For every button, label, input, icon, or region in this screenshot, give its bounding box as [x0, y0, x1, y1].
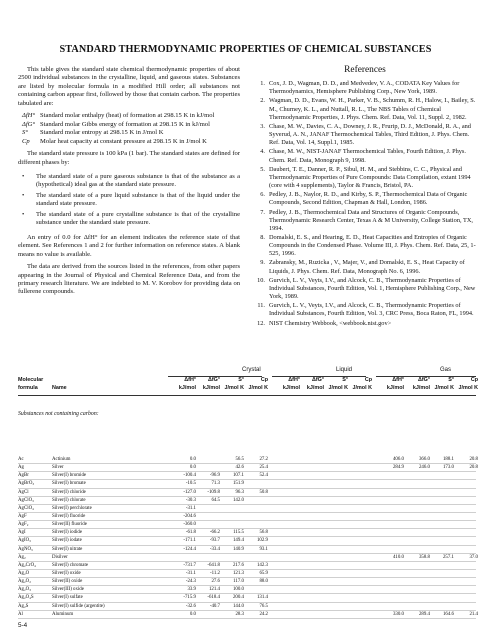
- col-formula-line2: formula: [18, 385, 38, 391]
- cell-value: -715.9: [183, 595, 196, 601]
- group-gas: Gas: [440, 367, 452, 373]
- reference-item: [254, 302, 476, 318]
- table-row: [18, 480, 476, 488]
- cell-value: 121.4: [208, 587, 220, 593]
- cell-value: 358.8: [418, 554, 430, 560]
- col-quantity: S°: [342, 377, 348, 383]
- reference-number: 4.: [260, 148, 265, 156]
- reference-text: Chase, M. W., Davies, C. A., Downey, J. R., Frurip, D. J., McDonald, R. A., and Syverud, A. N., JANAF Thermochemical Tables, Third Edition, J. Phys. Chem. Ref. Data, Vol. 14, Suppl.1, 1985.: [269, 122, 471, 147]
- cell-value: -40.7: [209, 603, 220, 609]
- cell-name: Silver(I) bromide: [52, 473, 87, 479]
- cell-value: 217.6: [232, 562, 244, 568]
- references-list: [254, 80, 476, 328]
- cell-value: -171.1: [183, 538, 196, 544]
- table-row: [18, 554, 476, 562]
- thermo-table: [18, 367, 478, 417]
- table-row: [18, 611, 476, 619]
- cell-value: 115.5: [233, 530, 244, 536]
- header-rule: [18, 395, 476, 396]
- list-item: [18, 211, 240, 228]
- cell-formula: AgIO₃: [18, 538, 31, 544]
- col-quantity: Cp: [470, 377, 478, 383]
- bullet-text: The standard state of a pure liquid substance is that of the liquid under the standard state pressure.: [36, 191, 240, 208]
- cell-formula: AgF: [18, 513, 27, 519]
- cell-name: Silver: [52, 465, 64, 471]
- cell-value: 173.0: [442, 465, 454, 471]
- col-quantity: S°: [448, 377, 454, 383]
- cell-value: 52.4: [259, 473, 268, 479]
- cell-value: 246.0: [418, 465, 430, 471]
- table-body: [18, 456, 476, 619]
- cell-value: -100.4: [183, 473, 196, 479]
- cell-value: 366.0: [418, 457, 430, 462]
- table-row: [18, 529, 476, 537]
- cell-value: 188.1: [442, 457, 454, 462]
- cell-formula: Ag₂O₂: [18, 579, 31, 585]
- reference-item: [254, 97, 476, 121]
- col-unit: J/mol K: [224, 385, 244, 391]
- table-row: [18, 537, 476, 545]
- cell-value: 144.0: [232, 603, 244, 609]
- cell-formula: AgBrO₃: [18, 481, 35, 487]
- definition-item: [22, 121, 240, 129]
- cell-name: Silver(I) nitrate: [52, 546, 83, 552]
- cell-value: -731.7: [183, 562, 196, 568]
- col-unit: J/mol K: [248, 385, 268, 391]
- cell-formula: Ag₂O₄S: [18, 595, 34, 601]
- table-row: [18, 603, 476, 611]
- cell-value: 20.8: [469, 457, 478, 462]
- definitions-list: [22, 112, 240, 146]
- col-quantity: ΔfH°: [392, 377, 404, 383]
- cell-value: -641.8: [207, 562, 220, 568]
- references-column: [254, 66, 476, 329]
- table-row: [18, 578, 476, 586]
- cell-formula: Ac: [18, 457, 24, 462]
- cell-value: 20.8: [469, 465, 478, 471]
- cell-formula: AgI: [18, 530, 26, 536]
- page-number: 5-4: [18, 622, 28, 629]
- col-quantity: ΔfG°: [311, 377, 324, 383]
- cell-value: 0.0: [189, 457, 196, 462]
- cell-value: -124.4: [183, 546, 196, 552]
- table-row: [18, 594, 476, 602]
- bullet-icon: •: [22, 191, 25, 199]
- cell-value: 142.0: [232, 497, 244, 503]
- cell-formula: Ag₂: [18, 554, 26, 560]
- table-row: [18, 456, 476, 464]
- cell-value: -24.3: [185, 579, 196, 585]
- entry-paragraph: An entry of 0.0 for ΔfH° for an element indicates the reference state of that element. See References 1 and 2 for further information on reference states. A blank means no value is available.: [18, 233, 240, 258]
- definition-text: Standard molar entropy at 298.15 K in J/mol K: [40, 129, 164, 137]
- reference-item: [254, 80, 476, 96]
- col-unit: J/mol K: [458, 385, 478, 391]
- intro-column: [18, 66, 240, 301]
- cell-value: 28.3: [235, 611, 244, 617]
- cell-value: -32.6: [185, 603, 196, 609]
- col-quantity: ΔfH°: [288, 377, 300, 383]
- reference-item: [254, 259, 476, 275]
- cell-value: -204.6: [183, 513, 196, 519]
- bullet-text: The standard state of a pure crystalline substance is that of the crystalline substance under the standard state pressure.: [36, 210, 240, 227]
- col-unit: J/mol K: [352, 385, 372, 391]
- data-source-paragraph: The data are derived from the sources listed in the references, from other papers appearing in the Journal of Physical and Chemical Reference Data, and from the primary research literature. We are indebted to M. V. Korobov for providing data on fullerene compounds.: [18, 263, 240, 296]
- reference-text: NIST Chemistry Webbook, <webbook.nist.gov>: [269, 319, 392, 327]
- cell-value: 37.0: [469, 554, 478, 560]
- reference-text: Pedley, J. B., Naylor, R. D., and Kirby, S. P., Thermochemical Data of Organic Compounds, Second Edition, Chapman & Hall, London, 1986.: [269, 191, 468, 207]
- definition-text: Standard molar Gibbs energy of formation at 298.15 K in kJ/mol: [40, 120, 210, 128]
- cell-value: 88.0: [259, 579, 268, 585]
- col-quantity: ΔfG°: [417, 377, 430, 383]
- group-liquid: Liquid: [336, 367, 353, 373]
- cell-formula: AgF₂: [18, 522, 29, 528]
- col-quantity: ΔfG°: [207, 377, 220, 383]
- cell-value: 42.6: [235, 465, 244, 471]
- reference-item: [254, 148, 476, 164]
- cell-name: Aluminum: [52, 611, 74, 617]
- cell-value: 76.5: [259, 603, 268, 609]
- definition-item: [22, 138, 240, 146]
- cell-name: Silver(I) perchlorate: [52, 505, 92, 511]
- reference-item: [254, 166, 476, 190]
- col-unit: kJ/mol: [306, 385, 324, 391]
- reference-number: 11.: [257, 302, 265, 310]
- table-row: [18, 505, 476, 513]
- cell-value: 27.2: [259, 457, 268, 462]
- col-unit: kJ/mol: [412, 385, 430, 391]
- col-unit: kJ/mol: [178, 385, 196, 391]
- reference-text: Gurvich, L. V., Veyts, I.V., and Alcock, C. B., Thermodynamic Properties of Individual Substances, Fourth Edition, Vol. 1, Hemisphere Publishing Corp., New York, 1989.: [269, 276, 476, 301]
- definition-symbol: ΔfG°: [22, 120, 36, 128]
- page-title: STANDARD THERMODYNAMIC PROPERTIES OF CHEMICAL SUBSTANCES: [59, 44, 432, 55]
- cell-value: 142.3: [256, 562, 268, 568]
- cell-value: -31.1: [185, 505, 196, 511]
- cell-value: 200.4: [232, 595, 244, 601]
- col-unit: kJ/mol: [282, 385, 300, 391]
- table-row: [18, 521, 476, 529]
- definition-item: [22, 112, 240, 120]
- cell-value: 102.9: [256, 538, 268, 544]
- definition-text: Standard molar enthalpy (heat) of formation at 298.15 K in kJ/mol: [40, 112, 215, 120]
- cell-value: 65.9: [259, 570, 268, 576]
- cell-value: 257.1: [442, 554, 454, 560]
- cell-value: -109.8: [207, 489, 220, 495]
- cell-name: Disilver: [52, 554, 68, 560]
- col-unit: kJ/mol: [202, 385, 220, 391]
- cell-formula: Ag₂O: [18, 570, 30, 576]
- cell-formula: AgCl: [18, 489, 29, 495]
- cell-value: -30.3: [185, 497, 196, 503]
- cell-formula: Ag₂CrO₄: [18, 562, 36, 568]
- cell-value: 131.4: [256, 595, 268, 601]
- cell-name: Silver(II) oxide: [52, 579, 83, 585]
- reference-text: Wagman, D. D., Evans, W. H., Parker, V. B., Schumm, R. H., Halow, I., Bailey, S. M., Churney, K. L., and Nuttall, R. L., The NBS Tables of Chemical Thermodynamic Properties, J. Phys. Chem. Ref. Data, Vol. 11, Suppl. 2, 1982.: [269, 97, 476, 121]
- group-crystal: Crystal: [242, 367, 261, 373]
- col-quantity: S°: [238, 377, 244, 383]
- intro-paragraph: This table gives the standard state chemical thermodynamic properties of about 2500 individual substances in the crystalline, liquid, and gaseous states. Substances are listed by molecular formula in a modified Hill order; all substances not containing carbon appear first, followed by those that contain carbon. The properties tabulated are:: [18, 66, 240, 107]
- cell-name: Silver(I) chromate: [52, 562, 88, 568]
- reference-number: 5.: [260, 165, 265, 173]
- table-row: [18, 489, 476, 497]
- col-name: Name: [52, 385, 67, 391]
- reference-item: [254, 320, 476, 328]
- reference-item: [254, 191, 476, 207]
- cell-value: -93.7: [209, 538, 220, 544]
- reference-item: [254, 209, 476, 233]
- cell-formula: Ag: [18, 465, 24, 471]
- list-item: [18, 173, 240, 190]
- reference-text: Chase, M. W., NIST-JANAF Thermochemical Tables, Fourth Edition, J. Phys. Chem. Ref. Data, Monograph 9, 1998.: [269, 148, 466, 164]
- cell-name: Silver(I) fluoride: [52, 513, 86, 519]
- reference-text: Cox, J. D., Wagman, D. D., and Medvedev, V. A., CODATA Key Values for Thermodynamics, Hemisphere Publishing Corp., New York, 1989.: [269, 80, 460, 96]
- reference-number: 10.: [257, 276, 265, 284]
- cell-formula: Al: [18, 611, 23, 617]
- table-row: [18, 586, 476, 594]
- bullet-icon: •: [22, 172, 25, 180]
- cell-value: -96.9: [209, 473, 220, 479]
- cell-value: -10.5: [185, 481, 196, 487]
- definition-symbol: ΔfH°: [22, 112, 36, 120]
- table-row: [18, 562, 476, 570]
- col-formula-line1: Molecular: [18, 377, 44, 383]
- cell-value: -618.4: [207, 595, 220, 601]
- col-quantity: ΔfH°: [184, 377, 196, 383]
- cell-value: 64.5: [211, 497, 220, 503]
- cell-value: 330.0: [392, 611, 404, 617]
- cell-value: 56.5: [235, 457, 244, 462]
- reference-text: Pedley, J. B., Thermochemical Data and Structures of Organic Compounds, Thermodynamic Research Center, Texas A & M University, College Station, TX, 1994.: [269, 208, 473, 232]
- cell-name: Silver(I) iodide: [52, 530, 83, 536]
- cell-value: 21.4: [469, 611, 478, 617]
- column-header: [18, 377, 476, 395]
- cell-formula: Ag₂S: [18, 603, 29, 609]
- cell-value: 25.4: [259, 465, 268, 471]
- cell-value: 121.3: [232, 570, 244, 576]
- definition-symbol: Cp: [22, 137, 30, 145]
- cell-name: Silver(I) sulfate: [52, 595, 83, 601]
- reference-number: 7.: [260, 208, 265, 216]
- cell-value: 107.1: [232, 473, 244, 479]
- cell-value: -66.2: [209, 530, 220, 536]
- cell-name: Silver(II) fluoride: [52, 522, 87, 528]
- cell-value: 151.9: [232, 481, 244, 487]
- reference-item: [254, 277, 476, 301]
- cell-value: 117.0: [233, 579, 244, 585]
- standard-state-list: [18, 173, 240, 228]
- cell-value: -360.0: [183, 522, 196, 528]
- cell-formula: AgBr: [18, 473, 29, 479]
- cell-value: -61.8: [185, 530, 196, 536]
- col-unit: kJ/mol: [386, 385, 404, 391]
- col-quantity: Cp: [364, 377, 372, 383]
- cell-value: -31.1: [185, 570, 196, 576]
- reference-text: Gurvich, L. V., Veyts, I.V., and Alcock, C. B., Thermodynamic Properties of Individual Substances, Fourth Edition, Vol. 3, CRC Press, Boca Raton, FL, 1994.: [269, 302, 474, 318]
- table-row: [18, 472, 476, 480]
- reference-number: 12.: [257, 319, 265, 327]
- cell-name: Silver(I) sulfide (argentite): [52, 603, 105, 609]
- cell-value: 50.8: [259, 489, 268, 495]
- cell-value: 24.2: [259, 611, 268, 617]
- definition-text: Molar heat capacity at constant pressure at 298.15 K in J/mol K: [40, 137, 207, 145]
- col-quantity: Cp: [260, 377, 268, 383]
- table-row: [18, 570, 476, 578]
- cell-value: 71.3: [211, 481, 220, 487]
- reference-text: Domalski, E. S., and Hearing, E. D., Heat Capacities and Entropies of Organic Compounds in the Condensed Phase. Volume III, J. Phys. Chem. Ref. Data, 25, 1-525, 1996.: [269, 233, 476, 258]
- bullet-text: The standard state of a pure gaseous substance is that of the substance as a (hypothetical) ideal gas at the standard state pressure.: [36, 172, 240, 189]
- cell-value: 96.3: [235, 489, 244, 495]
- cell-formula: Ag₂O₃: [18, 587, 31, 593]
- cell-value: -11.2: [209, 570, 220, 576]
- cell-name: Silver(III) oxide: [52, 587, 84, 593]
- col-unit: J/mol K: [328, 385, 348, 391]
- reference-number: 8.: [260, 233, 265, 241]
- cell-value: 164.6: [442, 611, 454, 617]
- references-heading: References: [344, 65, 386, 75]
- reference-number: 3.: [260, 122, 265, 130]
- reference-item: [254, 123, 476, 147]
- cell-value: -33.4: [209, 546, 220, 552]
- cell-value: 406.0: [392, 457, 404, 462]
- reference-item: [254, 234, 476, 258]
- cell-value: 0.0: [189, 611, 196, 617]
- table-row: [18, 497, 476, 505]
- table-row: [18, 513, 476, 521]
- cell-formula: AgNO₃: [18, 546, 33, 552]
- cell-value: 410.0: [392, 554, 404, 560]
- standard-state-paragraph: The standard state pressure is 100 kPa (1 bar). The standard states are defined for different phases by:: [18, 150, 240, 166]
- definition-item: [22, 129, 240, 137]
- bullet-icon: •: [22, 210, 25, 218]
- cell-name: Silver(I) chlorate: [52, 497, 86, 503]
- reference-text: Daubert, T. E., Danner, R. P., Sibul, H. M., and Stebbins, C. C., Physical and Thermodynamic Properties of Pure Compounds: Data Compilation, extant 1994 (core with 4 supplements), Taylor & Francis, Bristol, PA.: [269, 165, 471, 190]
- col-unit: J/mol K: [434, 385, 454, 391]
- cell-value: 56.8: [259, 530, 268, 536]
- cell-value: 284.9: [392, 465, 404, 471]
- table-row: [18, 546, 476, 554]
- cell-formula: AgClO₄: [18, 505, 34, 511]
- reference-number: 2.: [260, 97, 265, 105]
- reference-number: 1.: [260, 80, 265, 88]
- definition-symbol: S°: [22, 129, 28, 137]
- cell-value: 140.9: [232, 546, 244, 552]
- cell-value: 149.4: [232, 538, 244, 544]
- reference-number: 9.: [260, 259, 265, 267]
- table-row: [18, 464, 476, 472]
- cell-name: Silver(I) bromate: [52, 481, 86, 487]
- cell-name: Silver(I) iodate: [52, 538, 82, 544]
- section-title: Substances not containing carbon:: [18, 411, 99, 417]
- cell-value: 0.0: [189, 465, 196, 471]
- cell-formula: AgClO₃: [18, 497, 34, 503]
- cell-name: Silver(I) chloride: [52, 489, 86, 495]
- cell-value: 289.4: [418, 611, 430, 617]
- cell-name: Silver(I) oxide: [52, 570, 81, 576]
- cell-value: 93.1: [259, 546, 268, 552]
- cell-value: -127.0: [183, 489, 196, 495]
- cell-name: Actinium: [52, 457, 71, 462]
- cell-value: 27.6: [211, 579, 220, 585]
- list-item: [18, 192, 240, 209]
- cell-value: 100.0: [232, 587, 244, 593]
- reference-number: 6.: [260, 191, 265, 199]
- reference-text: Zabransky, M., Ruzicka , V., Majer, V., and Domalski, E. S., Heat Capacity of Liquids, J. Phys. Chem. Ref. Data, Monograph No. 6, 1996.: [269, 259, 465, 275]
- cell-value: 33.9: [187, 587, 196, 593]
